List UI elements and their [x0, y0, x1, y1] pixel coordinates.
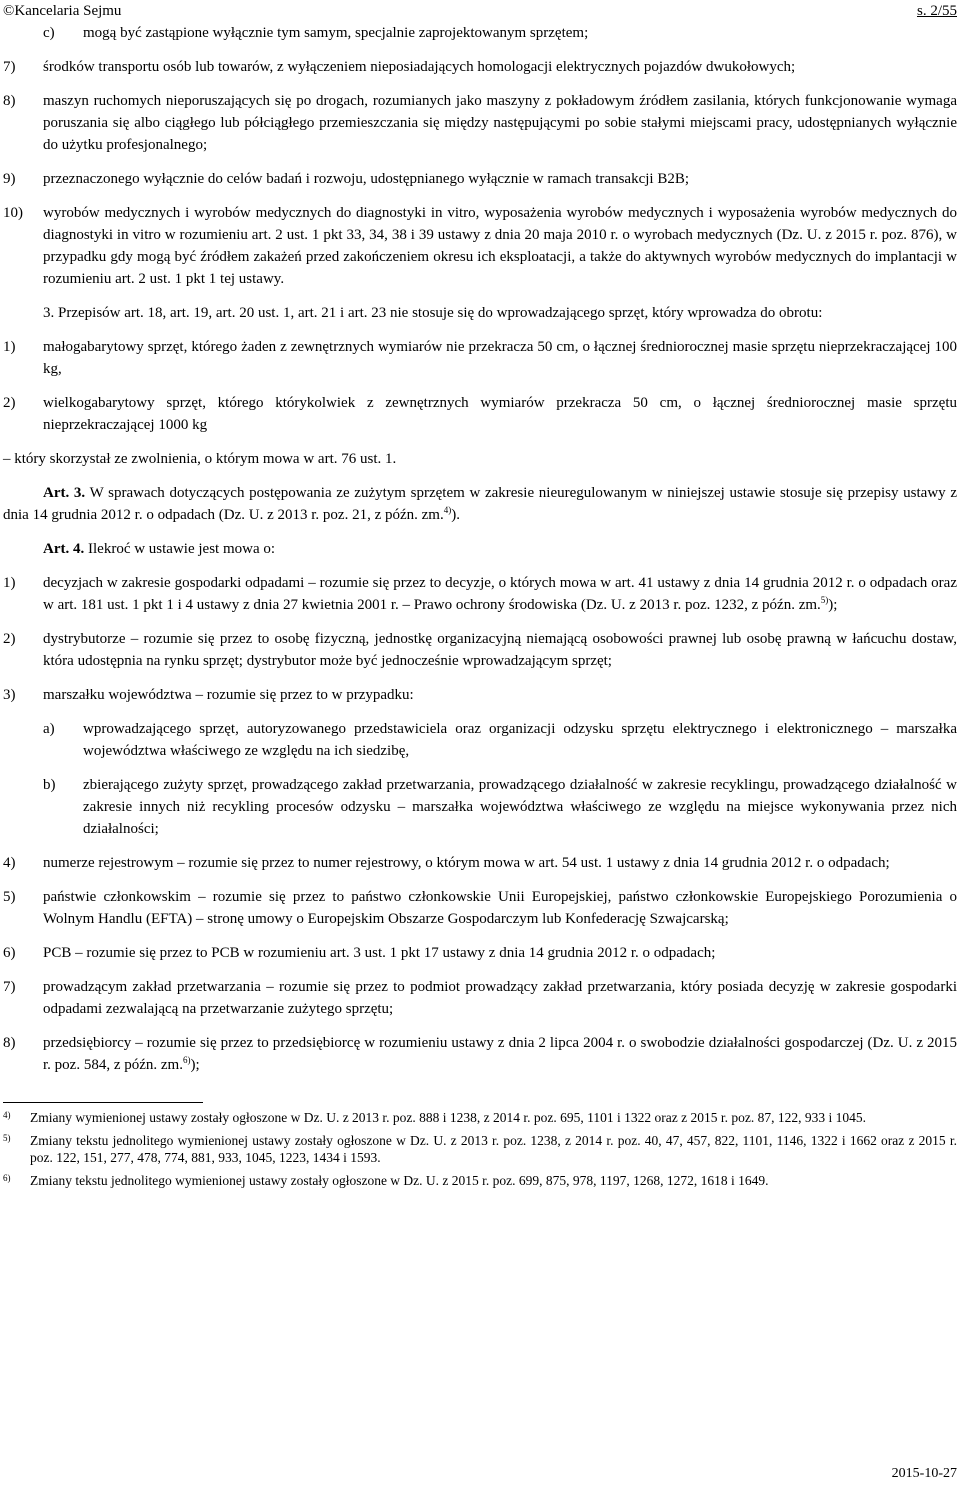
page-number-link[interactable]: s. 2/55 — [916, 3, 957, 19]
item-text: wielkogabarytowy sprzęt, którego którykolwiek z zewnętrznych wymiarów przekracza 50 cm, o łącznej średniorocznej masie sprzętu nieprzekraczającej 1000 kg — [43, 395, 957, 433]
list-item — [3, 852, 957, 874]
list-item — [43, 22, 957, 44]
item-number: 2) — [3, 631, 16, 647]
article-text: W sprawach dotyczących postępowania ze zużytym sprzętem w zakresie nieuregulowanym w niniejszej ustawie stosuje się przepisy ustawy z dnia 14 grudnia 2012 r. o odpadach (Dz. U. z 2013 r. poz. 21, z późn. zm. — [3, 485, 957, 523]
list-item — [3, 90, 957, 156]
item-text: mogą być zastąpione wyłącznie tym samym, specjalnie zaprojektowanym sprzętem; — [83, 25, 589, 41]
sub-item-letter: a) — [43, 721, 55, 737]
item-number: c) — [43, 25, 55, 41]
item-text: państwie członkowskim – rozumie się przez to państwo członkowskie Unii Europejskiej, państwo członkowskie Europejskiego Porozumienia o Wolnym Handlu (EFTA) – stronę umowy o Europejskim Obszarze Gospodarczym lub Konfederację Szwajcarską; — [43, 889, 957, 927]
footnote-mark: 5) — [3, 1133, 11, 1143]
list-item — [3, 168, 957, 190]
item-number: 1) — [3, 339, 16, 355]
list-item — [3, 572, 957, 616]
article-4 — [3, 538, 957, 560]
item-number: 9) — [3, 171, 16, 187]
list-item — [3, 56, 957, 78]
footnote-mark: 4) — [3, 1110, 11, 1120]
paragraph-3: 3. Przepisów art. 18, art. 19, art. 20 ust. 1, art. 21 i art. 23 nie stosuje się do wprowadzającego sprzęt, który wprowadza do obrotu: — [43, 305, 823, 321]
list-item — [3, 886, 957, 930]
article-label: Art. 3. — [43, 485, 86, 501]
item-text: marszałku województwa – rozumie się przez to w przypadku: — [43, 687, 414, 703]
item-number: 6) — [3, 945, 16, 961]
document-page — [3, 0, 957, 1189]
footnote — [3, 1172, 957, 1189]
item-number: 10) — [3, 205, 23, 221]
list-item — [3, 684, 957, 706]
item-text: środków transportu osób lub towarów, z wyłączeniem nieposiadających homologacji elektrycznych pojazdów dwukołowych; — [43, 59, 796, 75]
item-text: małogabarytowy sprzęt, którego żaden z zewnętrznych wymiarów nie przekracza 50 cm, o łącznej średniorocznej masie sprzętu nieprzekraczającej 100 kg, — [43, 339, 957, 377]
list-item — [3, 202, 957, 290]
footnote-mark: 6) — [3, 1173, 11, 1183]
footnote-divider — [3, 1102, 203, 1103]
item-number: 2) — [3, 395, 16, 411]
sub-item-text: wprowadzającego sprzęt, autoryzowanego przedstawiciela oraz organizacji odzysku sprzętu elektrycznego i elektronicznego – marszałka województwa właściwego ze względu na ich siedzibę, — [83, 721, 957, 759]
item-text: prowadzącym zakład przetwarzania – rozumie się przez to podmiot prowadzący zakład przetwarzania, który posiada decyzję w zakresie gospodarki odpadami zezwalającą na przetwarzanie zużytego sprzętu; — [43, 979, 957, 1017]
item-number: 8) — [3, 1035, 16, 1051]
footnote-ref[interactable]: 6) — [182, 1055, 191, 1065]
footnote — [3, 1109, 957, 1126]
list-item — [3, 628, 957, 672]
list-item — [3, 392, 957, 436]
item-text: przedsiębiorcy – rozumie się przez to przedsiębiorcę w rozumieniu ustawy z dnia 2 lipca 2004 r. o swobodzie działalności gospodarczej (Dz. U. z 2015 r. poz. 584, z późn. zm.$^{6)}$); — [43, 1035, 957, 1073]
paragraph-3-tail: – który skorzystał ze zwolnienia, o którym mowa w art. 76 ust. 1. — [3, 451, 397, 467]
document-date: 2015-10-27 — [891, 1466, 957, 1481]
item-text: numerze rejestrowym – rozumie się przez to numer rejestrowy, o którym mowa w art. 54 ust. 1 ustawy z dnia 14 grudnia 2012 r. o odpadach; — [43, 855, 890, 871]
footnote-text: Zmiany wymienionej ustawy zostały ogłoszone w Dz. U. z 2013 r. poz. 888 i 1238, z 2014 r. poz. 695, 1101 i 1322 oraz z 2015 r. poz. 87, 122, 933 i 1045. — [30, 1110, 866, 1125]
footnote-ref[interactable]: 5) — [820, 595, 829, 605]
item-text: maszyn ruchomych nieporuszających się po drogach, rozumianych jako maszyny z pokładowym źródłem zasilania, których funkcjonowanie wymaga poruszania się albo ciągłego lub półciągłego przemieszczania się między następującymi po sobie stałymi miejscami pracy, udostępnianych wyłącznie do użytku profesjonalnego; — [43, 93, 957, 153]
list-item — [3, 942, 957, 964]
item-number: 8) — [3, 93, 16, 109]
list-item — [3, 976, 957, 1020]
footnote-text: Zmiany tekstu jednolitego wymienionej ustawy zostały ogłoszone w Dz. U. z 2015 r. poz. 699, 875, 978, 1197, 1268, 1272, 1618 i 1649. — [30, 1173, 769, 1188]
item-text: PCB – rozumie się przez to PCB w rozumieniu art. 3 ust. 1 pkt 17 ustawy z dnia 14 grudnia 2012 r. o odpadach; — [43, 945, 716, 961]
sub-item — [43, 718, 957, 762]
item-number: 3) — [3, 687, 16, 703]
sub-item-text: zbierającego zużyty sprzęt, prowadzącego zakład przetwarzania, prowadzącego działalność w zakresie recyklingu, prowadzącego działalność w zakresie innych niż recykling procesów odzysku – marszałka województwa właściwego ze względu na miejsce wykonywania przez nich działalności; — [83, 777, 957, 837]
header-copyright: ©Kancelaria Sejmu — [3, 3, 122, 19]
page-header — [3, 0, 957, 22]
article-intro: Ilekroć w ustawie jest mowa o: — [88, 541, 276, 557]
item-number: 7) — [3, 59, 16, 75]
footnote-text: Zmiany tekstu jednolitego wymienionej ustawy zostały ogłoszone w Dz. U. z 2013 r. poz. 1238, z 2014 r. poz. 40, 47, 457, 822, 1101, 1146, 1322 i 1662 oraz z 2015 r. poz. 122, 151, 277, 478, 774, 881, 933, 1045, 1223, 1434 i 1593. — [30, 1133, 957, 1165]
item-text: przeznaczonego wyłącznie do celów badań i rozwoju, udostępnianego wyłącznie w ramach transakcji B2B; — [43, 171, 689, 187]
item-text: decyzjach w zakresie gospodarki odpadami – rozumie się przez to decyzje, o których mowa w art. 41 ustawy z dnia 14 grudnia 2012 r. o odpadach oraz w art. 181 ust. 1 pkt 1 i 4 ustawy z dnia 27 kwietnia 2001 r. – Prawo ochrony środowiska (Dz. U. z 2013 r. poz. 1232, z późn. zm.$^{5)}$); — [43, 575, 957, 613]
footnote-ref[interactable]: 4) — [443, 505, 452, 515]
list-item — [3, 1032, 957, 1076]
article-label: Art. 4. — [43, 541, 85, 557]
item-number: 4) — [3, 855, 16, 871]
article-text-end: ). — [451, 507, 460, 523]
item-text: wyrobów medycznych i wyrobów medycznych do diagnostyki in vitro, wyposażenia wyrobów medycznych i wyposażenia wyrobów medycznych do diagnostyki in vitro w rozumieniu art. 2 ust. 1 pkt 33, 34, 38 i 39 ustawy z dnia 20 maja 2010 r. o wyrobach medycznych (Dz. U. z 2015 r. poz. 876), w przypadku gdy mogą być źródłem zakażeń przed zakończeniem okresu ich eksploatacji, a także do aktywnych wyrobów medycznych do implantacji w rozumieniu art. 2 ust. 1 pkt 1 tej ustawy. — [43, 205, 957, 287]
footnote — [3, 1132, 957, 1166]
item-text: dystrybutorze – rozumie się przez to osobę fizyczną, jednostkę organizacyjną niemającą osobowości prawnej lub osobę prawną w łańcuchu dostaw, która udostępnia na rynku sprzęt; dystrybutor może być jednocześnie wprowadzającym sprzęt; — [43, 631, 957, 669]
sub-item — [43, 774, 957, 840]
list-item — [3, 336, 957, 380]
item-number: 1) — [3, 575, 16, 591]
item-number: 5) — [3, 889, 16, 905]
item-number: 7) — [3, 979, 16, 995]
article-3 — [3, 482, 957, 526]
sub-item-letter: b) — [43, 777, 56, 793]
